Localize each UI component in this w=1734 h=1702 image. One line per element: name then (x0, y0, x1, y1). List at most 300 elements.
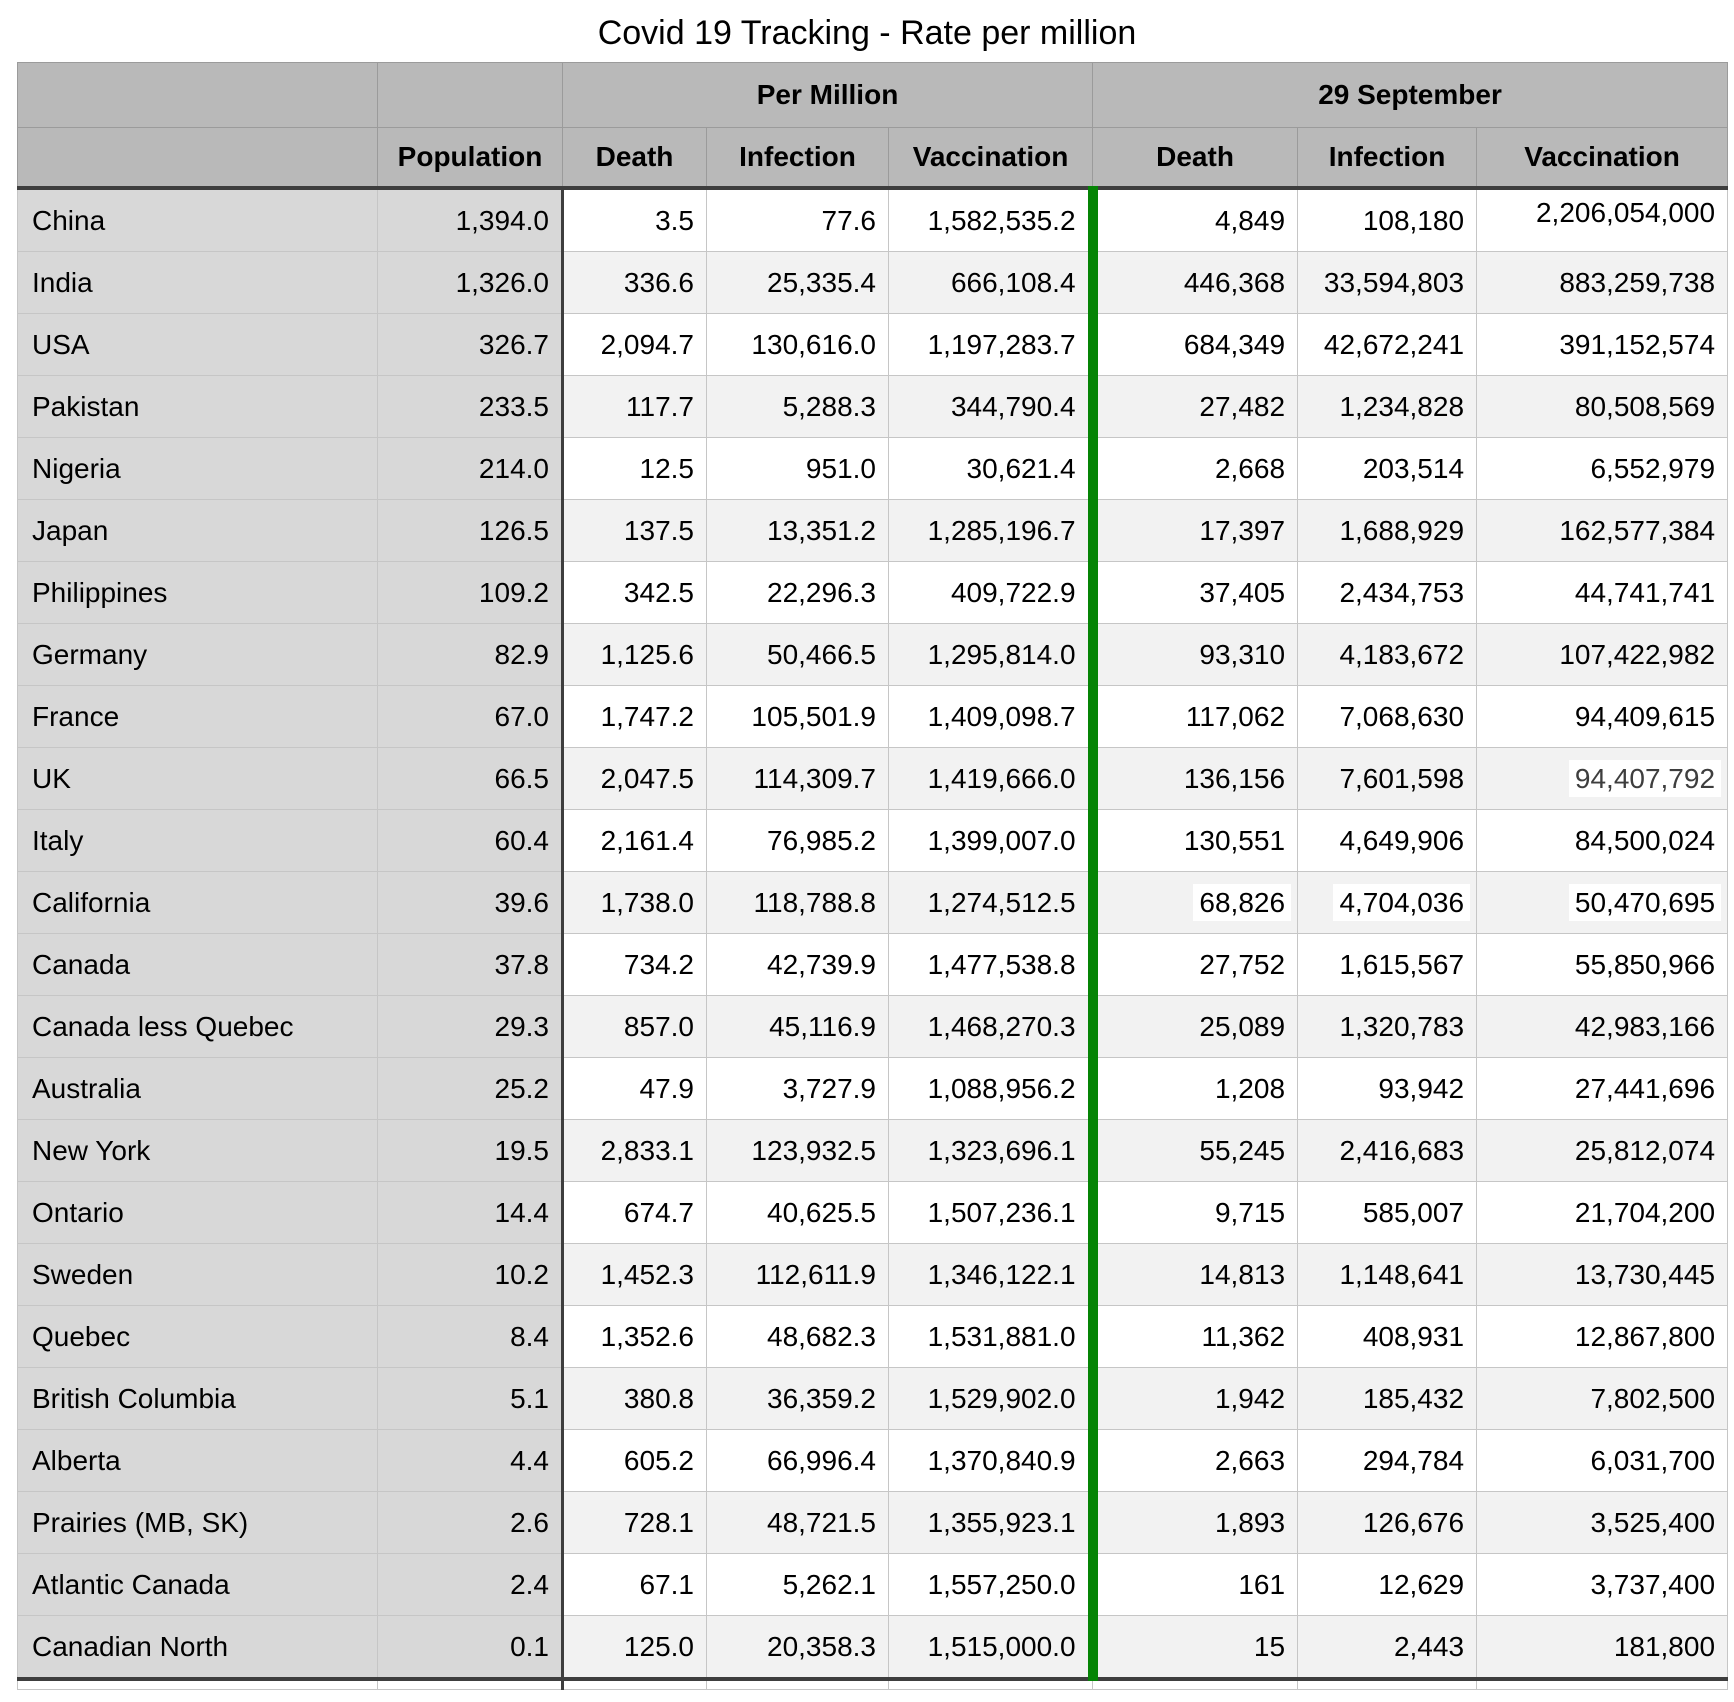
cell-sep-infection[interactable] (1298, 1182, 1477, 1244)
cell-sep-death[interactable] (1093, 1306, 1298, 1368)
cell-sep-infection[interactable] (1298, 1368, 1477, 1430)
cell-value: 55,245 (1199, 1134, 1286, 1166)
cell-value: 118,788.8 (753, 886, 876, 918)
cell-value: 1,326.0 (455, 266, 549, 298)
cell-pm-vaccination[interactable] (889, 748, 1093, 810)
cell-pm-vaccination[interactable] (889, 1554, 1093, 1616)
cell-value: Prairies (MB, SK) (32, 1506, 249, 1538)
cell-population[interactable] (378, 1430, 563, 1492)
cell-pm-death[interactable] (563, 934, 707, 996)
cell-sep-infection[interactable] (1298, 376, 1477, 438)
cell-sep-infection[interactable] (1298, 1616, 1477, 1680)
cell-value: 181,800 (1613, 1630, 1716, 1662)
cell-sep-vaccination[interactable] (1477, 1616, 1728, 1680)
row-label[interactable] (18, 810, 378, 872)
cell-value: 94,409,615 (1574, 700, 1716, 732)
cell-value: Quebec (32, 1320, 131, 1352)
cell-sep-vaccination[interactable] (1477, 1182, 1728, 1244)
cell-population[interactable] (378, 1182, 563, 1244)
cell-value: 2,094.7 (600, 328, 694, 360)
cell-sep-vaccination[interactable] (1477, 872, 1728, 934)
cell-sep-death[interactable] (1093, 686, 1298, 748)
cell-pm-infection[interactable] (707, 1058, 889, 1120)
cell-value: 33,594,803 (1323, 266, 1465, 298)
cell-sep-infection[interactable] (1298, 438, 1477, 500)
cell-value: 1,234,828 (1339, 390, 1465, 422)
cell-sep-vaccination[interactable] (1477, 376, 1728, 438)
cell-population[interactable] (378, 1058, 563, 1120)
cell-value: 17,397 (1199, 514, 1286, 546)
cell-population[interactable] (378, 1306, 563, 1368)
cell-value: 326.7 (478, 328, 549, 360)
row-label[interactable] (18, 1430, 378, 1492)
cell-pm-death[interactable] (563, 1058, 707, 1120)
row-label[interactable] (18, 1182, 378, 1244)
cell-value: 2,443 (1393, 1630, 1465, 1662)
cell-pm-death[interactable] (563, 1492, 707, 1554)
col-header-population[interactable]: Population (378, 128, 563, 189)
cell-pm-vaccination[interactable] (889, 438, 1093, 500)
cell-sep-vaccination[interactable] (1477, 500, 1728, 562)
cell-pm-infection[interactable] (707, 252, 889, 314)
cell-sep-infection[interactable] (1298, 1058, 1477, 1120)
cell-population[interactable] (378, 1616, 563, 1680)
cell-pm-death[interactable] (563, 624, 707, 686)
cell-sep-death[interactable] (1093, 438, 1298, 500)
cell-pm-vaccination[interactable] (889, 996, 1093, 1058)
cell-sep-death[interactable] (1093, 1616, 1298, 1680)
cell-population[interactable] (378, 748, 563, 810)
cell-pm-infection[interactable] (707, 1554, 889, 1616)
row-label[interactable] (18, 1120, 378, 1182)
cell-population[interactable] (378, 188, 563, 252)
partial-cell (1477, 1679, 1728, 1690)
row-label[interactable] (18, 1306, 378, 1368)
row-label[interactable] (18, 1492, 378, 1554)
cell-value: 117.7 (626, 390, 694, 422)
cell-sep-death[interactable] (1093, 314, 1298, 376)
cell-value: 42,983,166 (1574, 1010, 1716, 1042)
cell-value: 3,727.9 (782, 1072, 876, 1104)
col-header-pm-infection[interactable]: Infection (707, 128, 889, 189)
cell-sep-death[interactable] (1093, 1368, 1298, 1430)
cell-pm-vaccination[interactable] (889, 500, 1093, 562)
cell-population[interactable] (378, 376, 563, 438)
cell-pm-infection[interactable] (707, 1120, 889, 1182)
table-row (18, 438, 1728, 500)
cell-pm-death[interactable] (563, 1554, 707, 1616)
cell-value: 2,161.4 (600, 824, 694, 856)
cell-sep-death[interactable] (1093, 1120, 1298, 1182)
cell-value: 2,206,054,000 (1535, 196, 1716, 228)
cell-sep-death[interactable] (1093, 810, 1298, 872)
cell-value: 37,405 (1199, 576, 1286, 608)
cell-value: 7,068,630 (1339, 700, 1465, 732)
cell-value: 1,355,923.1 (927, 1506, 1076, 1538)
cell-sep-vaccination[interactable] (1477, 624, 1728, 686)
row-label[interactable] (18, 1616, 378, 1680)
cell-value: 25,089 (1199, 1010, 1286, 1042)
cell-value: 185,432 (1362, 1382, 1465, 1414)
cell-value: 380.8 (623, 1382, 694, 1414)
cell-value: 60.4 (494, 824, 549, 856)
cell-value: 66,996.4 (767, 1444, 876, 1476)
cell-value: 1,515,000.0 (927, 1630, 1076, 1662)
col-header-sep-infection[interactable]: Infection (1298, 128, 1477, 189)
cell-pm-death[interactable] (563, 686, 707, 748)
cell-value: 14,813 (1199, 1258, 1286, 1290)
cell-value: 1,125.6 (600, 638, 694, 670)
cell-sep-infection[interactable] (1298, 1554, 1477, 1616)
cell-sep-death[interactable] (1093, 872, 1298, 934)
cell-pm-infection[interactable] (707, 1306, 889, 1368)
cell-pm-vaccination[interactable] (889, 1182, 1093, 1244)
header-row-label-cell[interactable] (18, 128, 378, 189)
cell-population[interactable] (378, 562, 563, 624)
cell-pm-infection[interactable] (707, 1368, 889, 1430)
cell-pm-death[interactable] (563, 562, 707, 624)
cell-pm-vaccination[interactable] (889, 562, 1093, 624)
table-row (18, 1244, 1728, 1306)
cell-pm-infection[interactable] (707, 188, 889, 252)
cell-value: 1,747.2 (600, 700, 694, 732)
cell-value: 1,468,270.3 (927, 1010, 1076, 1042)
cell-sep-infection[interactable] (1298, 624, 1477, 686)
cell-value: 36,359.2 (767, 1382, 876, 1414)
cell-value: 3,737,400 (1590, 1568, 1716, 1600)
cell-sep-death[interactable] (1093, 1492, 1298, 1554)
cell-sep-vaccination[interactable] (1477, 1120, 1728, 1182)
cell-value: 4,649,906 (1339, 824, 1465, 856)
cell-sep-vaccination[interactable] (1477, 1492, 1728, 1554)
cell-value: 1,557,250.0 (927, 1568, 1076, 1600)
cell-pm-vaccination[interactable] (889, 624, 1093, 686)
cell-sep-death[interactable] (1093, 934, 1298, 996)
cell-value: 4,183,672 (1339, 638, 1465, 670)
cell-population[interactable] (378, 686, 563, 748)
cell-sep-death[interactable] (1093, 1182, 1298, 1244)
cell-value: 112,611.9 (755, 1258, 876, 1290)
cell-sep-vaccination[interactable] (1477, 810, 1728, 872)
cell-value: 13,730,445 (1574, 1258, 1716, 1290)
row-label[interactable] (18, 686, 378, 748)
row-label[interactable] (18, 1244, 378, 1306)
row-label[interactable] (18, 252, 378, 314)
cell-value: 1,399,007.0 (927, 824, 1076, 856)
cell-sep-infection[interactable] (1298, 1120, 1477, 1182)
partial-cell (1298, 1679, 1477, 1690)
cell-value: 2,434,753 (1339, 576, 1465, 608)
cell-sep-death[interactable] (1093, 252, 1298, 314)
cell-pm-death[interactable] (563, 1182, 707, 1244)
cell-value: 0.1 (510, 1630, 549, 1662)
cell-pm-death[interactable] (563, 1368, 707, 1430)
cell-pm-infection[interactable] (707, 1492, 889, 1554)
cell-population[interactable] (378, 1120, 563, 1182)
cell-sep-infection[interactable] (1298, 686, 1477, 748)
row-label[interactable] (18, 624, 378, 686)
cell-pm-infection[interactable] (707, 748, 889, 810)
cell-value: 336.6 (623, 266, 694, 298)
cell-pm-death[interactable] (563, 1306, 707, 1368)
cell-sep-vaccination[interactable] (1477, 314, 1728, 376)
cell-population[interactable] (378, 996, 563, 1058)
cell-sep-death[interactable] (1093, 1430, 1298, 1492)
cell-pm-vaccination[interactable] (889, 1244, 1093, 1306)
cell-pm-death[interactable] (563, 1430, 707, 1492)
cell-sep-death[interactable] (1093, 188, 1298, 252)
col-header-pm-vaccination[interactable]: Vaccination (889, 128, 1093, 189)
cell-pm-vaccination[interactable] (889, 252, 1093, 314)
cell-value: 2.4 (510, 1568, 549, 1600)
cell-population[interactable] (378, 438, 563, 500)
cell-population[interactable] (378, 1554, 563, 1616)
col-header-sep-vaccination[interactable]: Vaccination (1477, 128, 1728, 189)
table-row (18, 934, 1728, 996)
cell-value: 42,672,241 (1323, 328, 1465, 360)
cell-value: 123,932.5 (751, 1134, 876, 1166)
cell-pm-death[interactable] (563, 1120, 707, 1182)
cell-sep-infection[interactable] (1298, 934, 1477, 996)
header-population-spacer-cell[interactable] (378, 63, 563, 128)
cell-value: 1,295,814.0 (927, 638, 1076, 670)
cell-pm-death[interactable] (563, 376, 707, 438)
row-label[interactable] (18, 1368, 378, 1430)
table-row (18, 996, 1728, 1058)
cell-pm-infection[interactable] (707, 1616, 889, 1680)
group-header-29-september[interactable]: 29 September (1093, 63, 1728, 128)
cell-pm-infection[interactable] (707, 438, 889, 500)
cell-pm-death[interactable] (563, 810, 707, 872)
cell-sep-infection[interactable] (1298, 996, 1477, 1058)
cell-sep-infection[interactable] (1298, 1306, 1477, 1368)
group-header-row (18, 63, 1728, 128)
cell-pm-vaccination[interactable] (889, 686, 1093, 748)
cell-pm-vaccination[interactable] (889, 1430, 1093, 1492)
cell-sep-death[interactable] (1093, 376, 1298, 438)
column-header-row (18, 128, 1728, 189)
cell-sep-vaccination[interactable] (1477, 1244, 1728, 1306)
cell-pm-vaccination[interactable] (889, 872, 1093, 934)
cell-pm-death[interactable] (563, 188, 707, 252)
cell-sep-death[interactable] (1093, 1554, 1298, 1616)
cell-pm-infection[interactable] (707, 934, 889, 996)
cell-sep-death[interactable] (1093, 1058, 1298, 1120)
cell-sep-vaccination[interactable] (1477, 562, 1728, 624)
cell-pm-vaccination[interactable] (889, 376, 1093, 438)
row-label[interactable] (18, 314, 378, 376)
cell-sep-infection[interactable] (1298, 314, 1477, 376)
cell-pm-death[interactable] (563, 748, 707, 810)
cell-sep-vaccination[interactable] (1477, 188, 1728, 252)
cell-value: 27,752 (1199, 948, 1286, 980)
cell-pm-vaccination[interactable] (889, 314, 1093, 376)
row-label[interactable] (18, 376, 378, 438)
cell-sep-vaccination[interactable] (1477, 1554, 1728, 1616)
cell-pm-infection[interactable] (707, 1244, 889, 1306)
cell-sep-infection[interactable] (1298, 1492, 1477, 1554)
cell-value: 105,501.9 (751, 700, 876, 732)
row-label[interactable] (18, 934, 378, 996)
cell-sep-vaccination[interactable] (1477, 748, 1728, 810)
cell-value: 734.2 (623, 948, 694, 980)
cell-value: 1,370,840.9 (927, 1444, 1076, 1476)
cell-value: 214.0 (478, 452, 549, 484)
cell-sep-vaccination[interactable] (1477, 1430, 1728, 1492)
cell-value: 114,309.7 (753, 762, 876, 794)
cell-pm-infection[interactable] (707, 872, 889, 934)
table-row (18, 1058, 1728, 1120)
cell-population[interactable] (378, 810, 563, 872)
cell-sep-death[interactable] (1093, 1244, 1298, 1306)
cell-pm-infection[interactable] (707, 376, 889, 438)
cell-pm-vaccination[interactable] (889, 1616, 1093, 1680)
cell-sep-vaccination[interactable] (1477, 438, 1728, 500)
cell-value: 203,514 (1362, 452, 1465, 484)
cell-pm-infection[interactable] (707, 624, 889, 686)
cell-value: 1,419,666.0 (927, 762, 1076, 794)
cell-sep-vaccination[interactable] (1477, 252, 1728, 314)
table-row (18, 1554, 1728, 1616)
cell-pm-infection[interactable] (707, 1430, 889, 1492)
cell-value: 27,482 (1199, 390, 1286, 422)
cell-sep-vaccination[interactable] (1477, 934, 1728, 996)
cell-pm-death[interactable] (563, 872, 707, 934)
cell-value: 409,722.9 (950, 576, 1076, 608)
cell-sep-death[interactable] (1093, 500, 1298, 562)
table-row (18, 1368, 1728, 1430)
cell-value: 27,441,696 (1574, 1072, 1716, 1104)
cell-sep-death[interactable] (1093, 624, 1298, 686)
cell-pm-death[interactable] (563, 500, 707, 562)
row-label[interactable] (18, 1554, 378, 1616)
cell-pm-infection[interactable] (707, 996, 889, 1058)
cell-value: 93,310 (1199, 638, 1286, 670)
cell-value: 84,500,024 (1574, 824, 1716, 856)
cell-value: 162,577,384 (1559, 514, 1716, 546)
cell-sep-infection[interactable] (1298, 748, 1477, 810)
row-label[interactable] (18, 500, 378, 562)
cell-value: 1,197,283.7 (927, 328, 1076, 360)
cell-pm-death[interactable] (563, 252, 707, 314)
cell-value: 12,629 (1378, 1568, 1465, 1600)
cell-population[interactable] (378, 1368, 563, 1430)
cell-value: Alberta (32, 1444, 121, 1476)
col-header-sep-death[interactable]: Death (1093, 128, 1298, 189)
cell-value: India (32, 266, 93, 298)
cell-pm-death[interactable] (563, 314, 707, 376)
cell-sep-vaccination[interactable] (1477, 1058, 1728, 1120)
cell-pm-vaccination[interactable] (889, 1058, 1093, 1120)
cell-population[interactable] (378, 500, 563, 562)
cell-value: France (32, 700, 120, 732)
cell-sep-infection[interactable] (1298, 500, 1477, 562)
partial-cell (563, 1679, 707, 1690)
cell-value: 1,208 (1214, 1072, 1286, 1104)
cell-pm-death[interactable] (563, 1244, 707, 1306)
cell-pm-infection[interactable] (707, 562, 889, 624)
cell-pm-death[interactable] (563, 996, 707, 1058)
cell-value: 109.2 (478, 576, 549, 608)
row-label[interactable] (18, 996, 378, 1058)
cell-value: 137.5 (623, 514, 694, 546)
cell-sep-vaccination[interactable] (1477, 1368, 1728, 1430)
cell-value: 344,790.4 (950, 390, 1076, 422)
partial-cell (889, 1679, 1093, 1690)
cell-value: 40,625.5 (767, 1196, 876, 1228)
cell-sep-infection[interactable] (1298, 252, 1477, 314)
cell-sep-infection[interactable] (1298, 188, 1477, 252)
cell-pm-infection[interactable] (707, 1182, 889, 1244)
cell-pm-vaccination[interactable] (889, 1368, 1093, 1430)
cell-value: 82.9 (494, 638, 549, 670)
cell-sep-vaccination[interactable] (1477, 1306, 1728, 1368)
cell-pm-infection[interactable] (707, 314, 889, 376)
cell-value: 42,739.9 (767, 948, 876, 980)
cell-sep-vaccination[interactable] (1477, 686, 1728, 748)
cell-sep-infection[interactable] (1298, 872, 1477, 934)
row-label[interactable] (18, 438, 378, 500)
cell-population[interactable] (378, 624, 563, 686)
group-header-per-million[interactable]: Per Million (563, 63, 1093, 128)
cell-value: 666,108.4 (950, 266, 1076, 298)
header-corner-cell[interactable] (18, 63, 378, 128)
cell-value: USA (32, 328, 90, 360)
cell-value: 10.2 (494, 1258, 549, 1290)
cell-value: 45,116.9 (769, 1010, 876, 1042)
row-label[interactable] (18, 748, 378, 810)
cell-pm-vaccination[interactable] (889, 188, 1093, 252)
cell-pm-vaccination[interactable] (889, 1120, 1093, 1182)
cell-value: Atlantic Canada (32, 1568, 230, 1600)
cell-sep-infection[interactable] (1298, 562, 1477, 624)
cell-pm-infection[interactable] (707, 810, 889, 872)
cell-population[interactable] (378, 872, 563, 934)
cell-value: China (32, 204, 106, 236)
cell-sep-death[interactable] (1093, 748, 1298, 810)
cell-pm-vaccination[interactable] (889, 1306, 1093, 1368)
cell-value: 13,351.2 (767, 514, 876, 546)
cell-value: 25.2 (494, 1072, 549, 1104)
cell-value: 1,688,929 (1339, 514, 1465, 546)
cell-value: 684,349 (1183, 328, 1286, 360)
cell-pm-vaccination[interactable] (889, 810, 1093, 872)
cell-pm-vaccination[interactable] (889, 934, 1093, 996)
row-label[interactable] (18, 188, 378, 252)
cell-sep-infection[interactable] (1298, 1244, 1477, 1306)
cell-pm-death[interactable] (563, 438, 707, 500)
row-label[interactable] (18, 562, 378, 624)
row-label[interactable] (18, 872, 378, 934)
cell-population[interactable] (378, 934, 563, 996)
cell-population[interactable] (378, 252, 563, 314)
cell-sep-vaccination[interactable] (1477, 996, 1728, 1058)
cell-sep-death[interactable] (1093, 562, 1298, 624)
cell-population[interactable] (378, 1492, 563, 1554)
cell-pm-infection[interactable] (707, 500, 889, 562)
cell-population[interactable] (378, 314, 563, 376)
row-label[interactable] (18, 1058, 378, 1120)
cell-sep-infection[interactable] (1298, 810, 1477, 872)
cell-population[interactable] (378, 1244, 563, 1306)
cell-pm-vaccination[interactable] (889, 1492, 1093, 1554)
col-header-pm-death[interactable]: Death (563, 128, 707, 189)
cell-pm-death[interactable] (563, 1616, 707, 1680)
table-row (18, 188, 1728, 252)
cell-sep-infection[interactable] (1298, 1430, 1477, 1492)
cell-sep-death[interactable] (1093, 996, 1298, 1058)
cell-pm-infection[interactable] (707, 686, 889, 748)
